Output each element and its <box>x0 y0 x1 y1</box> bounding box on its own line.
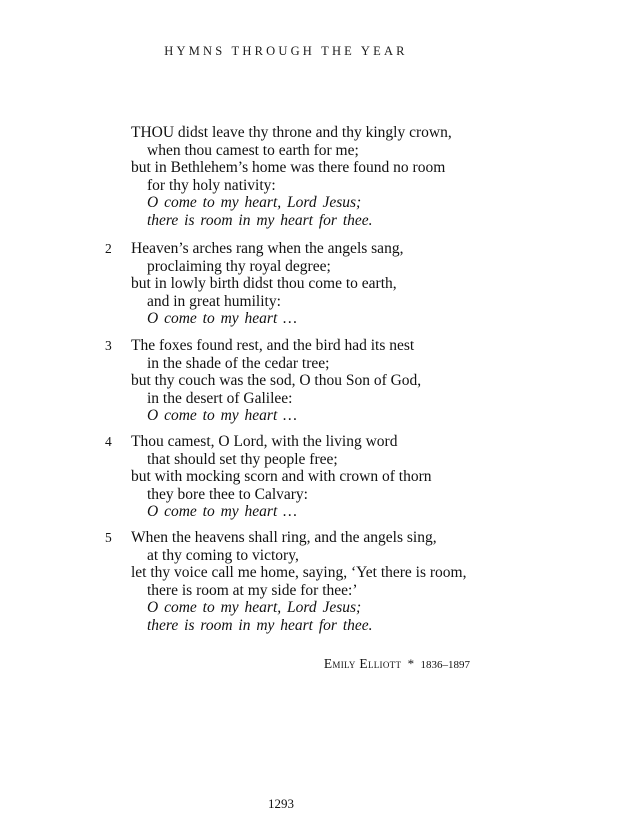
verse-line: When the heavens shall ring, and the angels sing, <box>131 529 437 546</box>
author-name: Emily Elliott <box>323 656 402 671</box>
verse-line: at thy coming to victory, <box>147 546 299 564</box>
verse-number: 3 <box>105 338 112 353</box>
verse-line: Thou camest, O Lord, with the living word <box>131 433 398 450</box>
running-head: HYMNS THROUGH THE YEAR <box>164 44 408 58</box>
verse-line: there is room at my side for thee:’ <box>147 581 358 599</box>
verse-line: THOU didst leave thy throne and thy kingly crown, <box>131 124 452 141</box>
refrain-line: there is room in my heart for thee. <box>147 211 373 229</box>
verse-line: but with mocking scorn and with crown of thorn <box>131 468 432 485</box>
page-number: 1293 <box>268 796 294 811</box>
verse-line: they bore thee to Calvary: <box>147 485 308 503</box>
attribution <box>324 656 470 672</box>
verse-1 <box>131 124 531 229</box>
verse-2 <box>105 240 531 328</box>
verse-4 <box>105 433 531 521</box>
verse-3 <box>105 337 531 425</box>
refrain-line: O come to my heart, Lord Jesus; <box>147 599 362 616</box>
author-dates: 1836–1897 <box>420 659 470 671</box>
verse-line: in the desert of Galilee: <box>147 389 293 407</box>
verse-line: proclaiming thy royal degree; <box>147 257 331 275</box>
refrain-line: there is room in my heart for thee. <box>147 616 373 634</box>
verse-line: and in great humility: <box>147 292 281 310</box>
verse-line: The foxes found rest, and the bird had its nest <box>131 337 415 354</box>
refrain-line: O come to my heart … <box>147 503 297 520</box>
verse-number: 2 <box>105 241 112 256</box>
verse-number: 4 <box>105 434 112 449</box>
verse-line: but in Bethlehem’s home was there found no room <box>131 159 446 176</box>
verse-line: for thy holy nativity: <box>147 176 276 194</box>
verse-line: that should set thy people free; <box>147 450 338 468</box>
refrain-line: O come to my heart … <box>147 310 297 327</box>
refrain-line: O come to my heart … <box>147 407 297 424</box>
verse-line: but thy couch was the sod, O thou Son of God, <box>131 372 422 389</box>
verse-line: but in lowly birth didst thou come to earth, <box>131 275 397 292</box>
asterisk-mark: * <box>407 656 415 671</box>
verse-5 <box>105 529 531 634</box>
verse-line: Heaven’s arches rang when the angels sang, <box>131 240 404 257</box>
refrain-line: O come to my heart, Lord Jesus; <box>147 194 362 211</box>
verse-line: when thou camest to earth for me; <box>147 141 359 159</box>
verse-number: 5 <box>105 530 112 545</box>
verse-line: in the shade of the cedar tree; <box>147 354 330 372</box>
verse-line: let thy voice call me home, saying, ‘Yet there is room, <box>131 564 467 581</box>
